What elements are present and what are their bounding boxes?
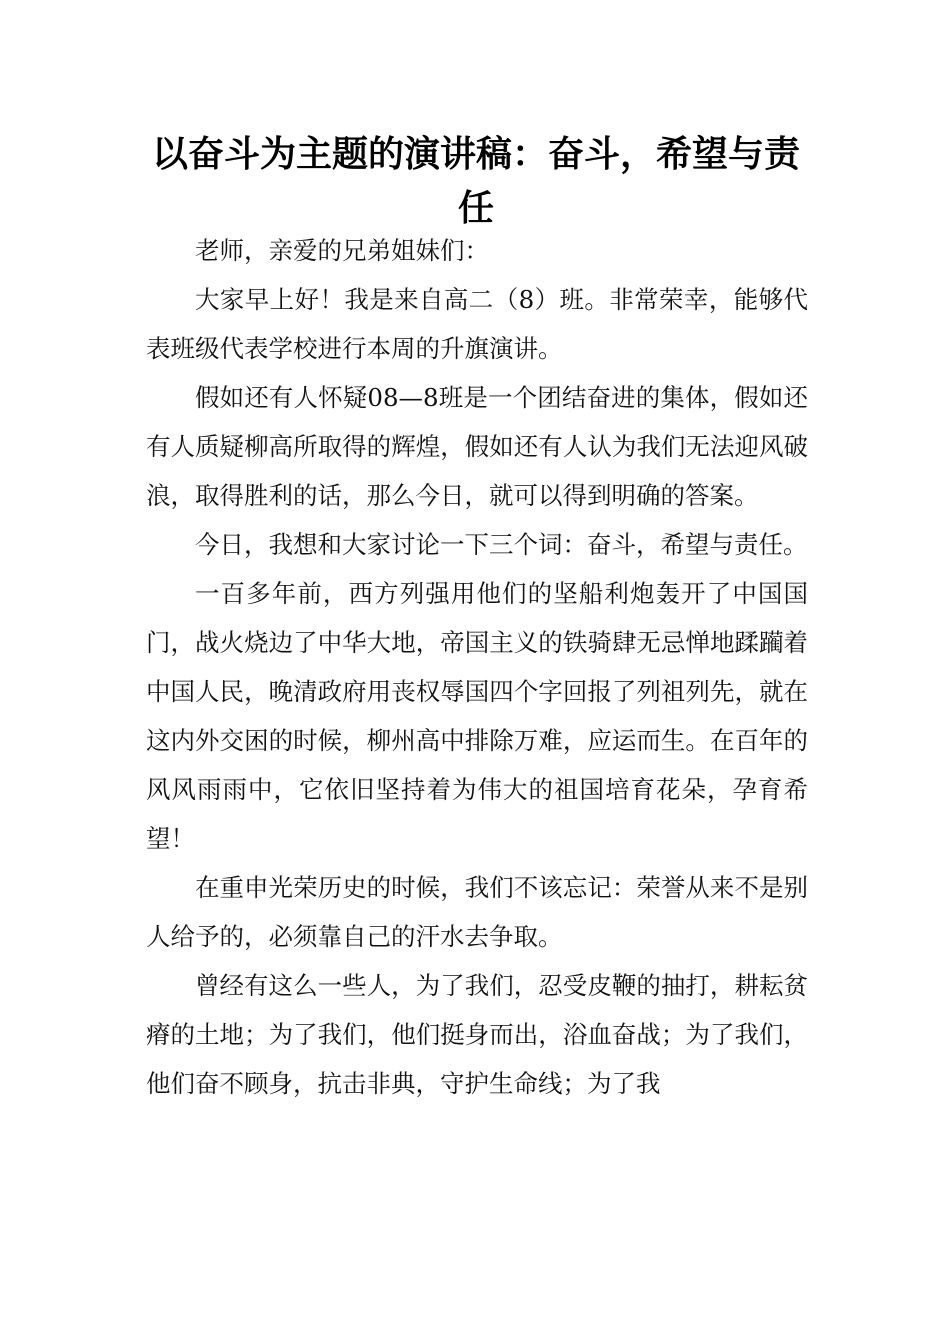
paragraph-questions: 假如还有人怀疑08—8班是一个团结奋进的集体，假如还有人质疑柳高所取得的辉煌，假如还有人认为我们无法迎风破浪，取得胜利的话，那么今日，就可以得到明确的答案。 <box>146 383 808 510</box>
paragraph-honor: 在重申光荣历史的时候，我们不该忘记：荣誉从来不是别人给予的，必须靠自己的汗水去争取。 <box>146 873 808 951</box>
paragraph-greeting: 老师，亲爱的兄弟姐妹们： <box>195 236 489 265</box>
paragraph-topic: 今日，我想和大家讨论一下三个词：奋斗，希望与责任。 <box>195 530 808 559</box>
paragraph-sacrifice: 曾经有这么一些人，为了我们，忍受皮鞭的抽打，耕耘贫瘠的土地；为了我们，他们挺身而出，浴血奋战；为了我们，他们奋不顾身，抗击非典，守护生命线；为了我 <box>146 971 808 1098</box>
paragraph-history: 一百多年前，西方列强用他们的坚船利炮轰开了中国国门，战火烧边了中华大地，帝国主义的铁骑肆无忌惮地蹂躏着中国人民，晚清政府用丧权辱国四个字回报了列祖列先，就在这内外交困的时候，柳州高中排除万难，应运而生。在百年的风风雨雨中，它依旧坚持着为伟大的祖国培育花朵，孕育希望！ <box>146 579 808 853</box>
paragraph-introduction: 大家早上好！我是来自高二（8）班。非常荣幸，能够代表班级代表学校进行本周的升旗演讲。 <box>146 285 808 363</box>
document-title: 以奋斗为主题的演讲稿：奋斗，希望与责任 <box>151 134 800 229</box>
document-body <box>146 226 808 1108</box>
